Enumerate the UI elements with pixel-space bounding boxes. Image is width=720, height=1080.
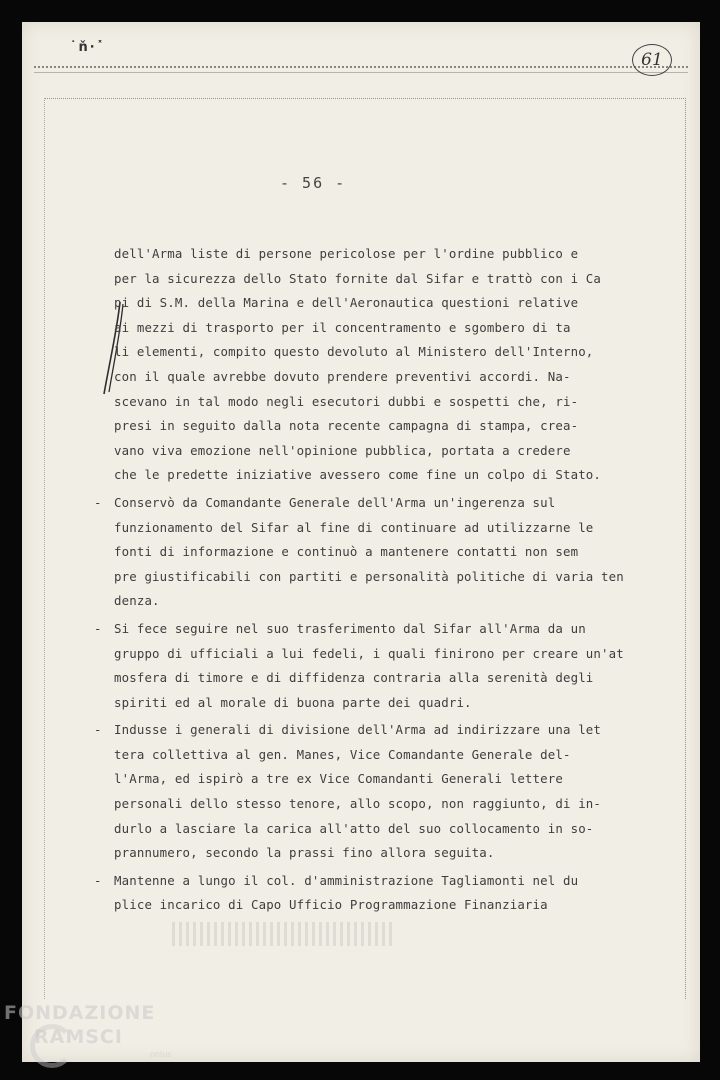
text-line xyxy=(114,893,654,918)
top-dotted-rule xyxy=(34,66,688,68)
page-number: - 56 - xyxy=(280,174,347,192)
list-item-first-line xyxy=(94,869,654,894)
text-line xyxy=(114,439,654,464)
text-line xyxy=(114,365,654,390)
line-text: con il quale avrebbe dovuto prendere preventivi accordi. Na- xyxy=(114,368,571,384)
line-text: mosfera di timore e di diffidenza contraria alla serenità degli xyxy=(114,670,594,686)
line-text: ai mezzi di trasporto per il concentramento e sgombero di ta xyxy=(114,319,571,335)
line-text: prannumero, secondo la prassi fino allora seguita. xyxy=(114,845,495,861)
watermark-line3: onlus xyxy=(150,1050,172,1059)
list-dash: - xyxy=(94,620,102,636)
text-line xyxy=(114,414,654,439)
text-line xyxy=(114,691,654,716)
line-text: funzionamento del Sifar al fine di continuare ad utilizzarne le xyxy=(114,519,594,535)
line-text: per la sicurezza dello Stato fornite dal Sifar e trattò con i Ca xyxy=(114,270,602,286)
text-line xyxy=(114,743,654,768)
line-text: che le predette iniziative avessero come fine un colpo di Stato. xyxy=(114,467,602,483)
text-line xyxy=(114,267,654,292)
line-text: plice incarico di Capo Ufficio Programmazione Finanziaria xyxy=(114,897,548,913)
list-dash: - xyxy=(94,872,102,888)
line-text: Si fece seguire nel suo trasferimento dal Sifar all'Arma da un xyxy=(114,620,586,636)
text-line xyxy=(114,242,654,267)
line-text: fonti di informazione e continuò a mantenere contatti non sem xyxy=(114,544,579,560)
line-text: li elementi, compito questo devoluto al Ministero dell'Interno, xyxy=(114,344,594,360)
archive-watermark xyxy=(4,1002,172,1059)
folio-number xyxy=(632,44,672,76)
line-text: pi di S.M. della Marina e dell'Aeronautica questioni relative xyxy=(114,295,579,311)
text-line xyxy=(114,589,654,614)
body-text xyxy=(94,242,654,918)
line-text: Indusse i generali di divisione dell'Arma ad indirizzare una let xyxy=(114,722,602,738)
text-line xyxy=(114,792,654,817)
text-line xyxy=(114,540,654,565)
text-line xyxy=(114,316,654,341)
line-text: l'Arma, ed ispirò a tre ex Vice Comandanti Generali lettere xyxy=(114,771,563,787)
top-solid-rule xyxy=(34,72,688,73)
watermark-line1: FONDAZIONE xyxy=(4,1002,156,1024)
document-page xyxy=(22,22,700,1062)
line-text: scevano in tal modo negli esecutori dubbi e sospetti che, ri- xyxy=(114,393,579,409)
text-line xyxy=(114,767,654,792)
text-line xyxy=(114,463,654,488)
text-line xyxy=(114,666,654,691)
line-text: denza. xyxy=(114,593,160,609)
list-item-first-line xyxy=(94,491,654,516)
list-dash: - xyxy=(94,722,102,738)
line-text: vano viva emozione nell'opinione pubblica, portata a credere xyxy=(114,442,571,458)
line-text: Mantenne a lungo il col. d'amministrazione Tagliamonti nel du xyxy=(114,872,579,888)
folio-text: 61 xyxy=(641,50,663,70)
text-line xyxy=(114,817,654,842)
list-dash: - xyxy=(94,494,102,510)
line-text: pre giustificabili con partiti e personalità politiche di varia ten xyxy=(114,568,624,584)
line-text: tera collettiva al gen. Manes, Vice Comandante Generale del- xyxy=(114,746,571,762)
text-line xyxy=(114,565,654,590)
line-text: personali dello stesso tenore, allo scopo, non raggiunto, di in- xyxy=(114,796,602,812)
list-item-first-line xyxy=(94,718,654,743)
line-text: gruppo di ufficiali a lui fedeli, i quali finirono per creare un'at xyxy=(114,645,624,661)
line-text: dell'Arma liste di persone pericolose per l'ordine pubblico e xyxy=(114,246,579,261)
watermark-line2: RAMSCI xyxy=(34,1026,123,1048)
line-text: presi in seguito dalla nota recente campagna di stampa, crea- xyxy=(114,418,579,434)
line-text: Conservò da Comandante Generale dell'Arma un'ingerenza sul xyxy=(114,494,556,510)
text-line xyxy=(114,340,654,365)
line-text: durlo a lasciare la carica all'atto del suo collocamento in so- xyxy=(114,820,594,836)
bleed-through-smudge xyxy=(172,922,392,946)
corner-mark: ˙ň∙˟ xyxy=(70,40,106,55)
line-text: spiriti ed al morale di buona parte dei quadri. xyxy=(114,694,472,710)
text-line xyxy=(114,516,654,541)
text-line xyxy=(114,291,654,316)
watermark-g-icon xyxy=(30,1024,74,1068)
list-item-first-line xyxy=(94,617,654,642)
text-line xyxy=(114,841,654,866)
text-line xyxy=(114,390,654,415)
text-line xyxy=(114,642,654,667)
